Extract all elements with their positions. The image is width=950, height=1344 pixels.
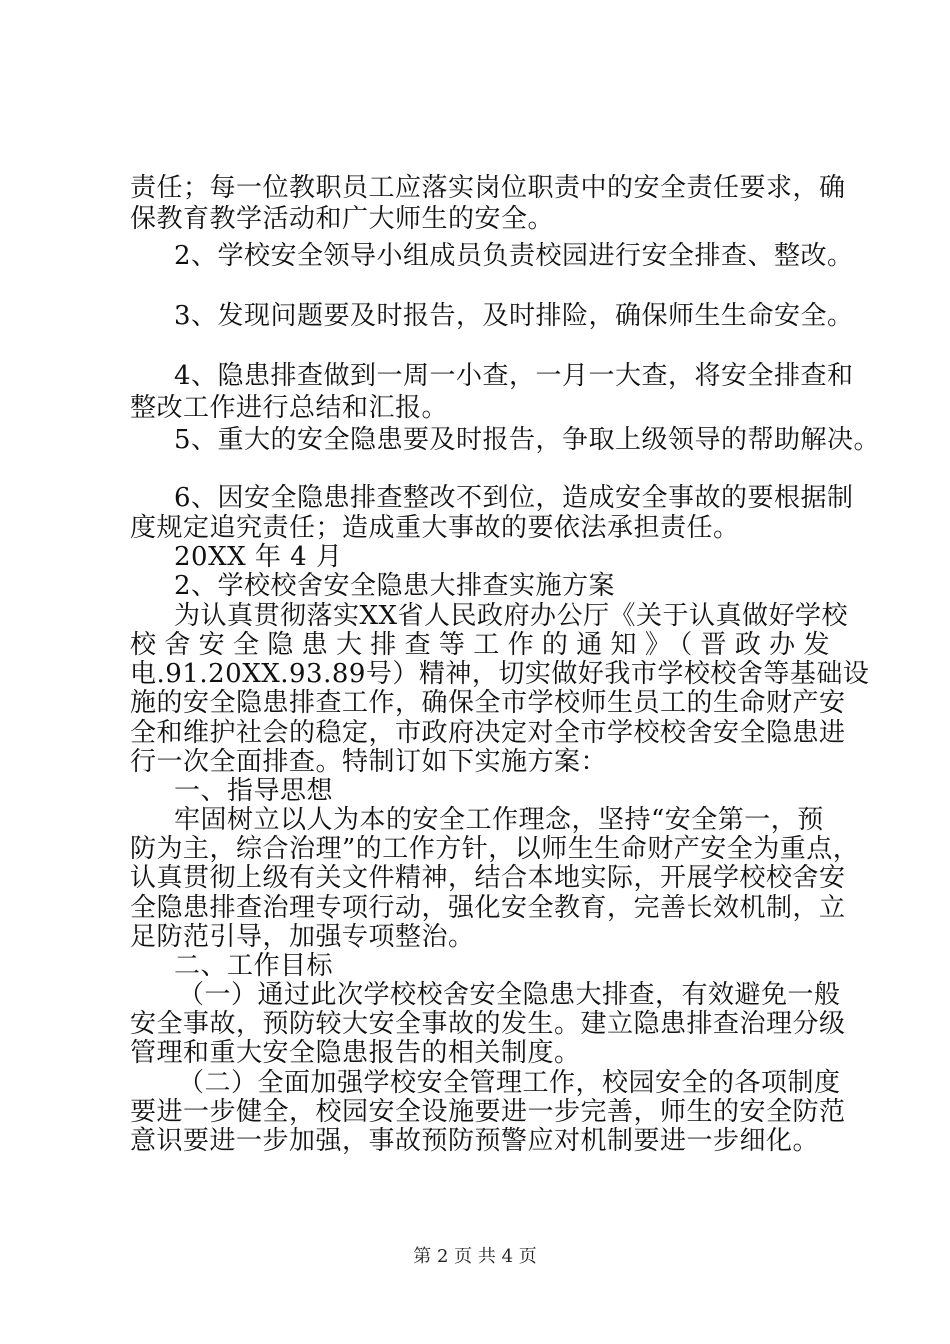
text-line: 校舍安全隐患大排查等工作的通知》（晋政办发 bbox=[130, 630, 830, 660]
text-line: （一）通过此次学校校舍安全隐患大排查，有效避免一般 bbox=[178, 980, 841, 1010]
text-line: 为认真贯彻落实XX省人民政府办公厅《关于认真做好学校 bbox=[174, 601, 849, 631]
text-line: 6、因安全隐患排查整改不到位，造成安全事故的要根据制 bbox=[174, 483, 854, 513]
text-line: 认真贯彻上级有关文件精神，结合本地实际，开展学校校舍安 bbox=[130, 863, 846, 893]
text-line: 全和维护社会的稳定，市政府决定对全市学校校舍安全隐患进 bbox=[130, 718, 846, 748]
text-line: 防为主，综合治理”的工作方针，以师生生命财产安全为重点， bbox=[130, 834, 860, 864]
text-line: 保教育教学活动和广大师生的安全。 bbox=[130, 204, 555, 234]
text-line: 电.91.20XX.93.89号）精神，切实做好我市学校校舍等基础设 bbox=[130, 659, 870, 689]
text-line: （二）全面加强学校安全管理工作，校园安全的各项制度 bbox=[178, 1068, 841, 1098]
text-line: 整改工作进行总结和汇报。 bbox=[130, 393, 449, 423]
text-line: 2、学校安全领导小组成员负责校园进行安全排查、整改。 bbox=[174, 241, 854, 271]
text-line: 全隐患排查治理专项行动，强化安全教育，完善长效机制，立 bbox=[130, 893, 846, 923]
page-footer: 第 2 页 共 4 页 bbox=[413, 1246, 537, 1267]
text-line: 施的安全隐患排查工作，确保全市学校师生员工的生命财产安 bbox=[130, 688, 846, 718]
section-heading: 二、工作目标 bbox=[174, 951, 334, 981]
text-line: 要进一步健全，校园安全设施要进一步完善，师生的安全防范 bbox=[130, 1097, 846, 1127]
text-line: 安全事故，预防较大安全事故的发生。建立隐患排查治理分级 bbox=[130, 1009, 846, 1039]
text-line: 度规定追究责任；造成重大事故的要依法承担责任。 bbox=[130, 513, 740, 543]
text-line: 足防范引导，加强专项整治。 bbox=[130, 922, 475, 952]
text-line: 3、发现问题要及时报告，及时排险，确保师生生命安全。 bbox=[174, 301, 854, 331]
text-line: 5、重大的安全隐患要及时报告，争取上级领导的帮助解决。 bbox=[174, 425, 881, 455]
text-line: 行一次全面排查。特制订如下实施方案： bbox=[130, 747, 608, 777]
text-line: 牢固树立以人为本的安全工作理念，坚持“安全第一，预 bbox=[174, 805, 824, 835]
section-heading: 一、指导思想 bbox=[174, 776, 334, 806]
text-line: 责任；每一位教职员工应落实岗位职责中的安全责任要求，确 bbox=[130, 173, 846, 203]
text-line: 意识要进一步加强，事故预防预警应对机制要进一步细化。 bbox=[130, 1126, 820, 1156]
section-heading: 2、学校校舍安全隐患大排查实施方案 bbox=[174, 571, 616, 601]
text-line: 4、隐患排查做到一周一小查，一月一大查，将安全排查和 bbox=[174, 361, 854, 391]
text-line: 管理和重大安全隐患报告的相关制度。 bbox=[130, 1038, 581, 1068]
date-line: 20XX 年 4 月 bbox=[174, 542, 343, 572]
